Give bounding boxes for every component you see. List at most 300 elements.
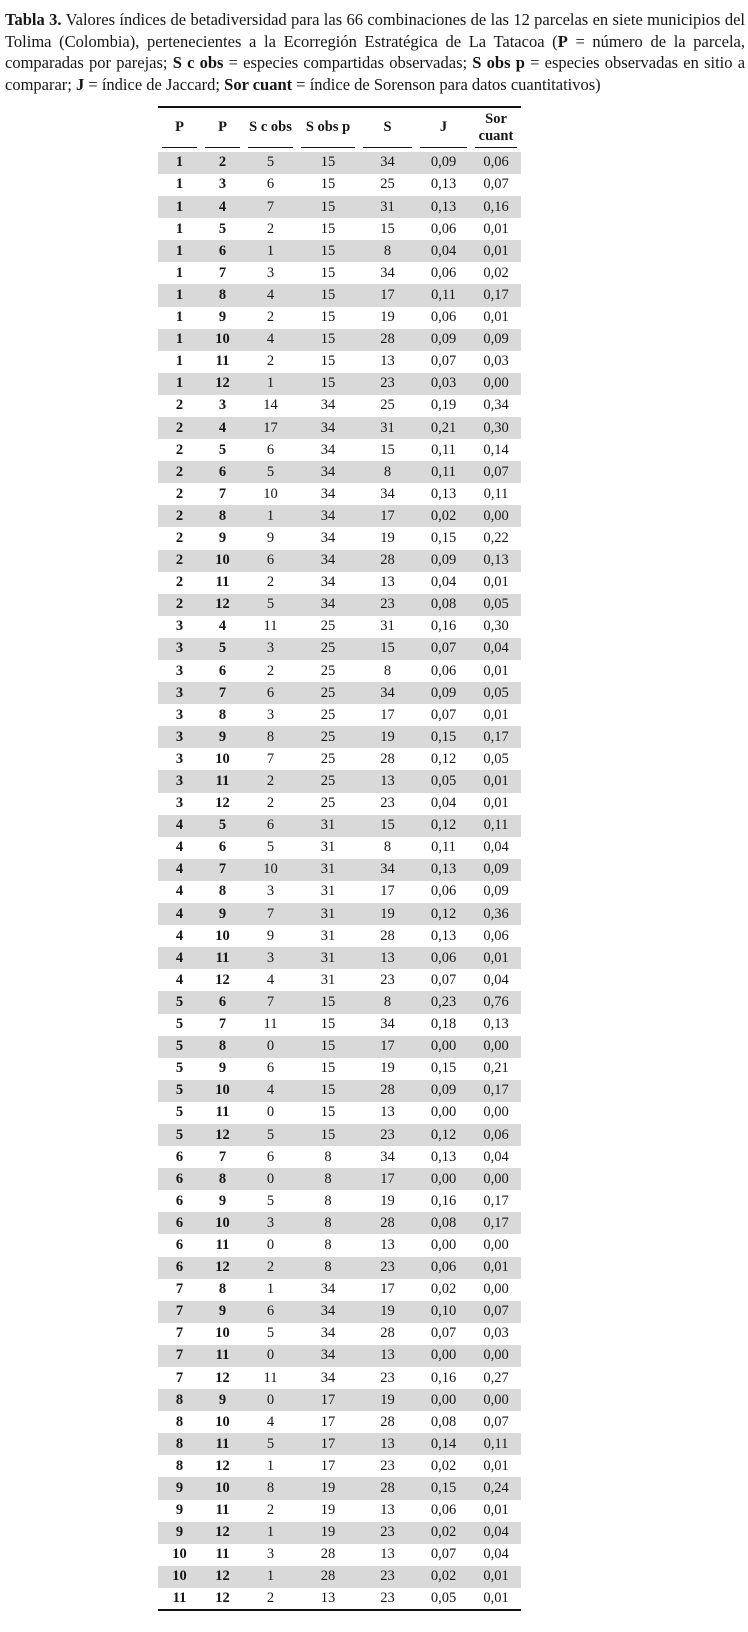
table-cell: 0,02 [430, 507, 457, 524]
table-cell: 19 [320, 1480, 336, 1497]
table-cell: 15 [320, 220, 336, 237]
table-cell: 7 [175, 1347, 184, 1364]
table-cell: 4 [266, 1413, 275, 1430]
table-cell: 7 [218, 684, 227, 701]
table-cell: 10 [172, 1546, 187, 1563]
table-cell: 12 [215, 1369, 230, 1386]
table-cell: 0,00 [483, 1347, 509, 1364]
table-row [158, 1367, 521, 1389]
table-cell: 0,06 [483, 1126, 509, 1143]
table-cell: 13 [380, 949, 395, 966]
table-row [158, 1411, 521, 1433]
caption-text-segment: = especies compartidas observadas; [223, 53, 473, 73]
table-cell: 34 [320, 463, 336, 480]
table-cell: 15 [380, 817, 395, 834]
table-cell: 0,16 [430, 618, 457, 635]
table-cell: 34 [320, 1369, 336, 1386]
table-cell: 13 [320, 1589, 336, 1606]
beta-diversity-table [158, 106, 521, 1611]
table-cell: 0,04 [430, 242, 457, 259]
table-cell: 0,01 [483, 795, 509, 812]
table-cell: 11 [172, 1589, 187, 1606]
table-cell: 0,04 [483, 1524, 509, 1541]
table-cell: 11 [263, 618, 278, 635]
table-cell: 0,04 [483, 640, 509, 657]
table-row [158, 1212, 521, 1234]
table-cell: 13 [380, 773, 395, 790]
table-cell: 2 [175, 552, 184, 569]
table-cell: 8 [218, 1281, 227, 1298]
table-cell: 12 [215, 1259, 230, 1276]
table-cell: 3 [218, 397, 227, 414]
table-row [158, 969, 521, 991]
table-cell: 0,08 [430, 1214, 457, 1231]
table-cell: 23 [380, 1369, 395, 1386]
table-cell: 1 [266, 507, 275, 524]
table-cell: 5 [266, 596, 275, 613]
table-cell: 17 [320, 1391, 336, 1408]
table-cell: 0,04 [483, 971, 509, 988]
table-cell: 6 [266, 552, 275, 569]
table-cell: 0,05 [483, 750, 509, 767]
table-cell: 3 [175, 706, 184, 723]
table-cell: 0,04 [483, 1546, 509, 1563]
table-body [158, 152, 521, 1610]
table-cell: 28 [320, 1568, 336, 1585]
table-container [158, 106, 521, 1611]
table-cell: 7 [175, 1281, 184, 1298]
table-cell: 2 [266, 353, 275, 370]
table-cell: 34 [320, 1325, 336, 1342]
table-cell: 12 [215, 1568, 230, 1585]
table-cell: 1 [266, 1524, 275, 1541]
table-cell: 19 [380, 1303, 395, 1320]
table-cell: 9 [218, 309, 227, 326]
table-cell: 6 [218, 839, 227, 856]
table-cell: 9 [218, 1060, 227, 1077]
table-row [158, 859, 521, 881]
table-cell: 17 [380, 507, 395, 524]
table-cell: 0,07 [430, 706, 457, 723]
table-row [158, 483, 521, 505]
table-cell: 2 [266, 574, 275, 591]
table-cell: 0,03 [483, 353, 509, 370]
table-cell: 5 [175, 1126, 184, 1143]
table-cell: 5 [175, 1082, 184, 1099]
table-cell: 11 [215, 574, 230, 591]
table-cell: 0,11 [483, 817, 509, 834]
table-cell: 15 [320, 1060, 336, 1077]
table-cell: 34 [380, 684, 395, 701]
table-cell: 0,14 [483, 441, 509, 458]
table-cell: 9 [266, 927, 275, 944]
table-row [158, 682, 521, 704]
table-cell: 34 [320, 1303, 336, 1320]
table-cell: 0,04 [430, 795, 457, 812]
table-cell: 0,30 [483, 419, 509, 436]
table-cell: 0,13 [430, 176, 457, 193]
table-cell: 28 [380, 1214, 395, 1231]
table-cell: 9 [218, 529, 227, 546]
table-cell: 19 [380, 1192, 395, 1209]
table-cell: 10 [215, 750, 230, 767]
table-cell: 0,16 [483, 198, 509, 215]
table-cell: 0,21 [430, 419, 457, 436]
table-cell: 0,12 [430, 750, 457, 767]
table-row [158, 1014, 521, 1036]
caption-bold-segment: Sor cuant [224, 74, 293, 94]
table-cell: 0,15 [430, 1480, 457, 1497]
table-cell: 31 [320, 927, 336, 944]
caption-text-segment: = índice de Sorenson para datos cuantitativos) [292, 74, 601, 94]
table-row [158, 748, 521, 770]
table-cell: 5 [266, 1126, 275, 1143]
table-cell: 0,01 [483, 574, 509, 591]
table-cell: 17 [380, 706, 395, 723]
table-cell: 23 [380, 971, 395, 988]
table-cell: 0,09 [430, 331, 457, 348]
table-cell: 4 [218, 618, 227, 635]
table-row [158, 815, 521, 837]
table-cell: 0,00 [483, 375, 509, 392]
table-cell: 0,24 [483, 1480, 509, 1497]
table-cell: 25 [380, 397, 395, 414]
table-cell: 0,06 [430, 220, 457, 237]
table-cell: 2 [266, 1589, 275, 1606]
table-cell: 0,07 [483, 176, 509, 193]
table-cell: 6 [175, 1259, 184, 1276]
table-cell: 3 [175, 750, 184, 767]
table-cell: 17 [380, 286, 395, 303]
table-cell: 25 [380, 176, 395, 193]
table-cell: 0,07 [430, 640, 457, 657]
table-cell: 0,07 [430, 1546, 457, 1563]
table-cell: 11 [215, 1347, 230, 1364]
table-cell: 25 [320, 728, 336, 745]
table-row [158, 284, 521, 306]
table-row [158, 1102, 521, 1124]
table-cell: 19 [380, 1391, 395, 1408]
column-header-2: P [201, 107, 244, 151]
table-cell: 0,00 [483, 1170, 509, 1187]
table-cell: 9 [175, 1480, 184, 1497]
table-cell: 34 [320, 574, 336, 591]
table-cell: 2 [266, 773, 275, 790]
table-cell: 0,12 [430, 817, 457, 834]
table-caption [5, 9, 745, 95]
table-cell: 23 [380, 795, 395, 812]
table-cell: 11 [215, 1236, 230, 1253]
table-cell: 0 [266, 1104, 275, 1121]
table-cell: 6 [266, 441, 275, 458]
table-cell: 0,13 [483, 552, 509, 569]
table-cell: 7 [218, 1016, 227, 1033]
table-cell: 8 [175, 1391, 184, 1408]
table-row [158, 527, 521, 549]
table-cell: 10 [263, 861, 278, 878]
table-cell: 0,01 [483, 1502, 509, 1519]
table-cell: 10 [215, 927, 230, 944]
table-row [158, 373, 521, 395]
table-cell: 0 [266, 1038, 275, 1055]
table-cell: 15 [320, 176, 336, 193]
table-cell: 0,05 [483, 684, 509, 701]
table-row [158, 1566, 521, 1588]
table-cell: 0,17 [483, 728, 509, 745]
table-cell: 3 [266, 706, 275, 723]
table-cell: 4 [175, 817, 184, 834]
table-row [158, 1588, 521, 1610]
table-row [158, 1389, 521, 1411]
table-cell: 0,34 [483, 397, 509, 414]
table-cell: 31 [320, 839, 336, 856]
table-cell: 3 [175, 773, 184, 790]
table-cell: 0,15 [430, 529, 457, 546]
table-row [158, 1080, 521, 1102]
table-cell: 11 [263, 1369, 278, 1386]
table-cell: 17 [380, 1170, 395, 1187]
table-cell: 13 [380, 1236, 395, 1253]
caption-bold-segment: P [557, 31, 568, 51]
table-cell: 28 [380, 927, 395, 944]
table-cell: 19 [380, 529, 395, 546]
table-cell: 2 [218, 154, 227, 171]
table-cell: 2 [175, 596, 184, 613]
table-cell: 4 [266, 286, 275, 303]
table-cell: 0,05 [430, 1589, 457, 1606]
table-cell: 3 [266, 640, 275, 657]
table-row [158, 417, 521, 439]
table-cell: 3 [175, 640, 184, 657]
table-row [158, 925, 521, 947]
table-cell: 4 [266, 331, 275, 348]
caption-text-segment: = índice de Jaccard; [84, 74, 225, 94]
table-cell: 0,01 [483, 949, 509, 966]
table-cell: 4 [266, 1082, 275, 1099]
table-cell: 34 [320, 529, 336, 546]
table-cell: 0,00 [430, 1038, 457, 1055]
table-cell: 23 [380, 375, 395, 392]
table-cell: 0,09 [483, 861, 509, 878]
table-cell: 11 [215, 949, 230, 966]
table-cell: 19 [320, 1524, 336, 1541]
table-cell: 9 [218, 1303, 227, 1320]
table-cell: 0,11 [431, 839, 456, 856]
table-cell: 2 [175, 574, 184, 591]
table-cell: 7 [218, 861, 227, 878]
table-cell: 31 [320, 817, 336, 834]
table-row [158, 660, 521, 682]
table-cell: 6 [175, 1148, 184, 1165]
table-cell: 1 [175, 264, 184, 281]
table-cell: 4 [175, 861, 184, 878]
caption-text-segment: = número de la parcela, comparadas por parejas; [5, 31, 746, 73]
table-cell: 23 [380, 1259, 395, 1276]
table-cell: 9 [266, 529, 275, 546]
table-cell: 31 [320, 861, 336, 878]
table-cell: 0,08 [430, 1413, 457, 1430]
table-cell: 0,08 [430, 596, 457, 613]
table-cell: 34 [380, 1016, 395, 1033]
table-cell: 34 [380, 264, 395, 281]
table-cell: 0,13 [430, 861, 457, 878]
table-row [158, 240, 521, 262]
table-cell: 0,05 [483, 596, 509, 613]
table-cell: 12 [215, 795, 230, 812]
table-cell: 6 [218, 662, 227, 679]
table-cell: 0,04 [483, 839, 509, 856]
table-cell: 15 [320, 375, 336, 392]
table-row [158, 837, 521, 859]
table-cell: 15 [380, 220, 395, 237]
table-cell: 0,05 [430, 773, 457, 790]
table-cell: 4 [175, 949, 184, 966]
table-cell: 0,03 [430, 375, 457, 392]
table-cell: 0,16 [430, 1192, 457, 1209]
table-cell: 4 [175, 905, 184, 922]
table-cell: 34 [320, 552, 336, 569]
table-cell: 0,07 [483, 1303, 509, 1320]
table-row [158, 1124, 521, 1146]
table-cell: 0,14 [430, 1435, 457, 1452]
table-cell: 12 [215, 1126, 230, 1143]
table-cell: 0,00 [430, 1391, 457, 1408]
table-cell: 25 [320, 773, 336, 790]
table-cell: 12 [215, 1589, 230, 1606]
table-cell: 10 [215, 1214, 230, 1231]
table-cell: 0,15 [430, 728, 457, 745]
table-cell: 3 [175, 684, 184, 701]
table-cell: 12 [215, 375, 230, 392]
table-cell: 6 [218, 993, 227, 1010]
table-cell: 9 [218, 905, 227, 922]
table-cell: 0,00 [430, 1347, 457, 1364]
table-row [158, 903, 521, 925]
table-cell: 6 [266, 1148, 275, 1165]
table-cell: 0,11 [431, 463, 456, 480]
table-row [158, 793, 521, 815]
table-cell: 19 [380, 905, 395, 922]
table-cell: 3 [266, 883, 275, 900]
table-cell: 0,11 [431, 441, 456, 458]
table-cell: 3 [218, 176, 227, 193]
table-cell: 25 [320, 706, 336, 723]
table-cell: 3 [175, 662, 184, 679]
table-cell: 0,01 [483, 706, 509, 723]
table-cell: 0,07 [430, 1325, 457, 1342]
table-cell: 0,07 [483, 463, 509, 480]
table-cell: 0,13 [430, 485, 457, 502]
table-cell: 0,06 [430, 662, 457, 679]
table-cell: 3 [175, 728, 184, 745]
table-row [158, 1058, 521, 1080]
table-cell: 1 [266, 1457, 275, 1474]
table-row [158, 1168, 521, 1190]
table-cell: 1 [266, 242, 275, 259]
table-cell: 6 [266, 817, 275, 834]
table-cell: 0,01 [483, 1457, 509, 1474]
table-row [158, 991, 521, 1013]
table-cell: 8 [266, 728, 275, 745]
column-header-7: Sor cuant [471, 107, 521, 151]
table-cell: 6 [175, 1236, 184, 1253]
table-row [158, 307, 521, 329]
table-row [158, 1544, 521, 1566]
table-cell: 0,09 [430, 154, 457, 171]
table-cell: 2 [175, 463, 184, 480]
table-cell: 6 [218, 463, 227, 480]
table-row [158, 1036, 521, 1058]
table-cell: 4 [175, 839, 184, 856]
table-cell: 31 [380, 419, 395, 436]
table-header-row [158, 107, 521, 151]
table-cell: 0,07 [483, 1413, 509, 1430]
table-cell: 2 [266, 1259, 275, 1276]
table-cell: 0,76 [483, 993, 509, 1010]
table-cell: 10 [263, 485, 278, 502]
table-cell: 12 [215, 596, 230, 613]
table-cell: 17 [320, 1457, 336, 1474]
table-row [158, 1455, 521, 1477]
table-cell: 11 [215, 1546, 230, 1563]
table-row [158, 638, 521, 660]
table-cell: 8 [383, 242, 392, 259]
table-cell: 8 [324, 1192, 332, 1209]
table-cell: 6 [266, 684, 275, 701]
table-cell: 1 [175, 331, 184, 348]
table-cell: 25 [320, 662, 336, 679]
table-cell: 5 [266, 839, 275, 856]
table-cell: 0,36 [483, 905, 509, 922]
table-cell: 8 [218, 286, 227, 303]
table-cell: 28 [380, 1082, 395, 1099]
table-cell: 10 [172, 1568, 187, 1585]
table-cell: 34 [320, 1347, 336, 1364]
table-cell: 23 [380, 1457, 395, 1474]
table-cell: 0,17 [483, 1082, 509, 1099]
table-row [158, 1323, 521, 1345]
table-row [158, 572, 521, 594]
table-cell: 13 [380, 1347, 395, 1364]
table-cell: 13 [380, 574, 395, 591]
table-row [158, 1522, 521, 1544]
table-cell: 28 [380, 331, 395, 348]
table-cell: 0,06 [430, 883, 457, 900]
table-row [158, 594, 521, 616]
table-cell: 34 [320, 507, 336, 524]
caption-bold-segment: Tabla 3. [5, 10, 62, 29]
table-cell: 4 [218, 198, 227, 215]
table-cell: 13 [380, 1546, 395, 1563]
table-row [158, 616, 521, 638]
table-cell: 0,04 [483, 1148, 509, 1165]
table-row [158, 726, 521, 748]
table-cell: 34 [320, 419, 336, 436]
table-cell: 4 [218, 419, 227, 436]
table-cell: 14 [263, 397, 278, 414]
table-cell: 10 [215, 1413, 230, 1430]
table-cell: 13 [380, 1104, 395, 1121]
table-cell: 1 [175, 375, 184, 392]
table-cell: 10 [215, 331, 230, 348]
table-cell: 11 [215, 1104, 230, 1121]
table-cell: 0,06 [483, 927, 509, 944]
table-cell: 0,00 [483, 1038, 509, 1055]
table-cell: 0,06 [430, 1502, 457, 1519]
table-cell: 1 [175, 220, 184, 237]
table-cell: 0,06 [430, 264, 457, 281]
table-cell: 15 [320, 1038, 336, 1055]
